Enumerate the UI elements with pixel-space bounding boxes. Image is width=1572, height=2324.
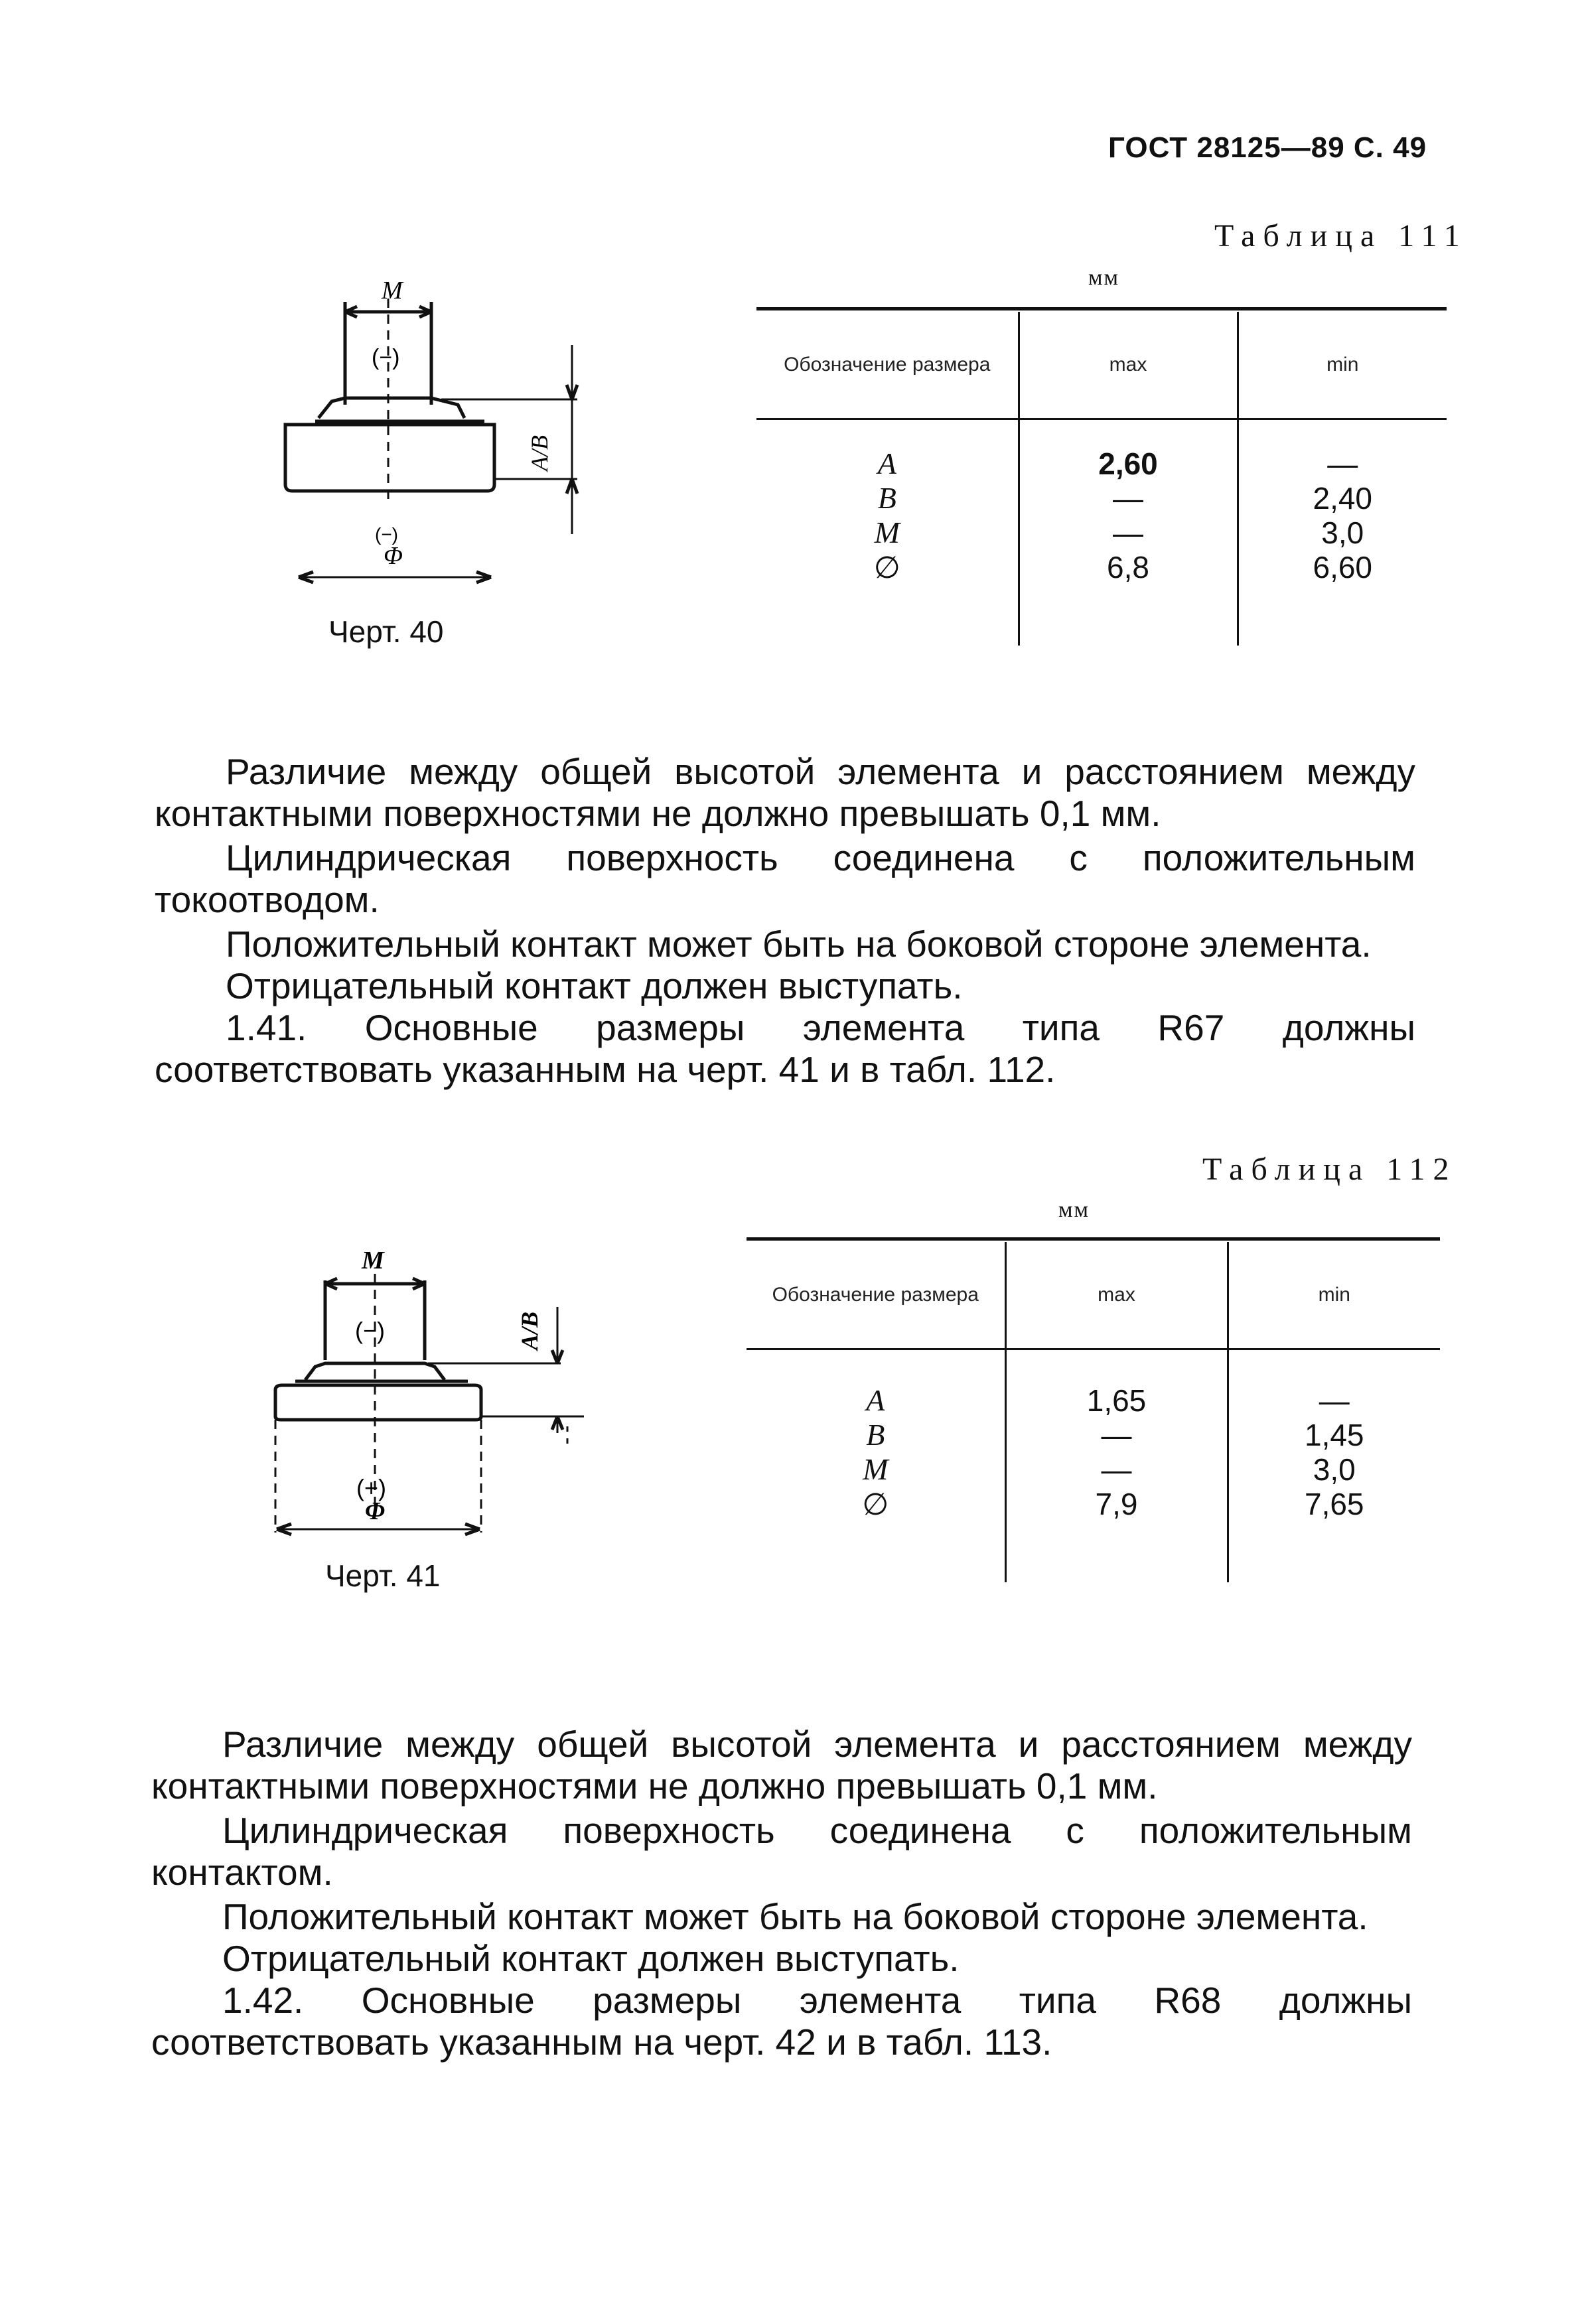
figure-41-drawing: [262, 1227, 607, 1559]
section-1-text: [155, 751, 1415, 1091]
table-112: [747, 1242, 1440, 1582]
figure-41-label-m: M: [362, 1247, 384, 1274]
table-112-top-rule: [747, 1237, 1440, 1241]
section-1-paragraph-1: Различие между общей высотой элемента и расстоянием между контактными поверхностями не должно превышать 0,1 мм.: [155, 751, 1415, 834]
figure-40-label-minus-top: (−): [372, 345, 400, 370]
section-2-paragraph-1: Различие между общей высотой элемента и расстоянием между контактными поверхностями не должно превышать 0,1 мм.: [151, 1724, 1412, 1807]
section-2-paragraph-4: Отрицательный контакт должен выступать.: [222, 1938, 960, 1979]
table-111-header-designation: Обозначение размера: [756, 312, 1019, 419]
section-1-paragraph-2: Цилиндрическая поверхность соединена с положительным токоотводом.: [155, 837, 1415, 920]
figure-41-label-plus: (+): [356, 1474, 386, 1501]
figure-41-caption: Черт. 41: [325, 1558, 441, 1593]
section-2-paragraph-5: 1.42. Основные размеры элемента типа R68 должны соответствовать указанным на черт. 42 и в табл. 113.: [151, 1980, 1412, 2063]
table-111-caption: Таблица 111: [1214, 218, 1468, 253]
figure-40-drawing: [265, 272, 610, 604]
figure-40-caption: Черт. 40: [328, 614, 444, 649]
section-1-paragraph-5: 1.41. Основные размеры элемента типа R67 должны соответствовать указанным на черт. 41 и в табл. 112.: [155, 1007, 1415, 1090]
section-2-paragraph-3: Положительный контакт может быть на боковой стороне элемента.: [222, 1896, 1368, 1937]
table-111: [756, 312, 1447, 646]
table-112-header-max: max: [1005, 1242, 1228, 1349]
table-111-unit: мм: [1088, 265, 1120, 290]
table-112-caption: Таблица 112: [1202, 1152, 1457, 1187]
section-2-paragraph-2: Цилиндрическая поверхность соединена с положительным контактом.: [151, 1810, 1412, 1893]
page-header: ГОСТ 28125—89 С. 49: [1108, 131, 1427, 164]
figure-41-label-dia: Φ: [365, 1497, 385, 1525]
figure-40-label-ab: A/B: [526, 435, 553, 471]
section-2-text: [151, 1724, 1412, 2063]
figure-40-label-m: M: [382, 277, 403, 305]
table-111-header-min: min: [1238, 312, 1447, 419]
table-111-top-rule: [756, 307, 1447, 310]
figure-40-label-minus-bottom: (−): [375, 524, 398, 545]
table-111-header-max: max: [1019, 312, 1238, 419]
table-112-min-values: — 1,45 3,0 7,65: [1228, 1349, 1440, 1583]
table-112-header-designation: Обозначение размера: [747, 1242, 1005, 1349]
table-112-unit: мм: [1058, 1197, 1090, 1222]
section-1-paragraph-3: Положительный контакт может быть на боковой стороне элемента.: [226, 923, 1372, 965]
figure-41-label-ab: A/B: [516, 1311, 543, 1350]
figure-40-label-dia: Φ: [384, 542, 403, 570]
section-1-paragraph-4: Отрицательный контакт должен выступать.: [226, 965, 963, 1006]
figure-41-label-minus: (−): [355, 1317, 385, 1344]
table-112-symbols: A B M ∅: [862, 1383, 889, 1521]
table-111-symbols: A B M ∅: [873, 446, 900, 584]
table-111-max-values: 2,60 — — 6,8: [1019, 419, 1238, 646]
table-112-max-values: 1,65 — — 7,9: [1005, 1349, 1228, 1583]
table-111-min-values: — 2,40 3,0 6,60: [1238, 419, 1447, 646]
table-112-header-min: min: [1228, 1242, 1440, 1349]
